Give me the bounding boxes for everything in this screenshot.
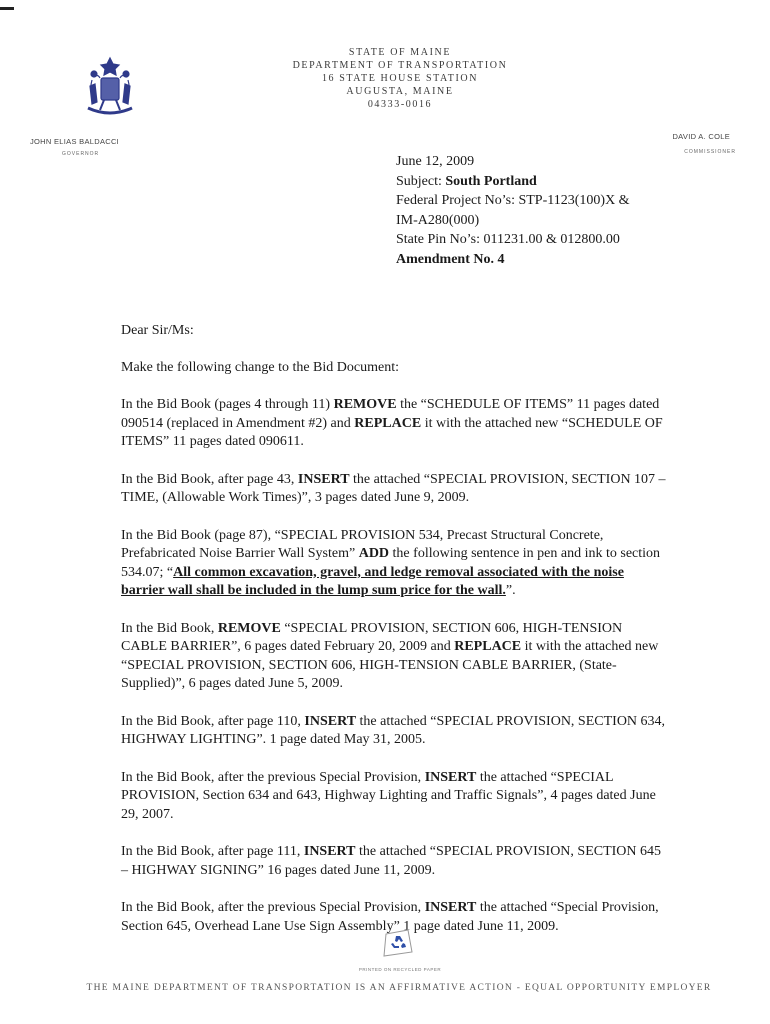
paragraph-section-645-signing: In the Bid Book, after page 111, INSERT the attached “SPECIAL PROVISION, SECTION 645 – HIGHWAY SIGNING” 16 pages dated June 11, 2009. (121, 844, 662, 878)
state-pin-line: State Pin No’s: 011231.00 & 012800.00 (396, 232, 620, 247)
letterhead-zip: 04333-0016 (367, 99, 433, 110)
recycle-icon (380, 926, 416, 962)
paragraph-section-534: In the Bid Book (page 87), “SPECIAL PROVISION 534, Precast Structural Concrete, Prefabricated Noise Barrier Wall System” ADD the following sentence in pen and ink to section 534.07; “All common excavation, gravel, and ledge removal associated with the noise barrier wall shall be included in the lump sum price for the wall.”. (121, 527, 661, 598)
letter-header (396, 152, 726, 269)
subject-label: Subject: (396, 173, 442, 189)
intro-paragraph: Make the following change to the Bid Document: (121, 359, 399, 375)
added-sentence: All common excavation, gravel, and ledge removal associated with the noise barrier wall shall be included in the lump sum price for the wall. (121, 564, 624, 598)
commissioner-title: COMMISSIONER (684, 149, 736, 155)
letter-body (121, 322, 669, 955)
letterhead-station: 16 STATE HOUSE STATION (321, 73, 479, 84)
paragraph-section-606: In the Bid Book, REMOVE “SPECIAL PROVISION, SECTION 606, HIGH-TENSION CABLE BARRIER”, 6 pages dated February 20, 2009 and REPLACE it with the attached new “SPECIAL PROVISION, SECTION 606, HIGH-TENSION CABLE BARRIER, (State-Supplied)”, 6 pages dated June 5, 2009. (121, 620, 659, 691)
letterhead-department: DEPARTMENT OF TRANSPORTATION (292, 60, 508, 71)
letterhead-city: AUGUSTA, MAINE (346, 86, 454, 97)
subject-line (396, 172, 726, 192)
recycled-paper-caption: PRINTED ON RECYCLED PAPER (358, 967, 442, 972)
footer-eeo-statement: THE MAINE DEPARTMENT OF TRANSPORTATION IS AN AFFIRMATIVE ACTION - EQUAL OPPORTUNITY EMPLOYER (86, 983, 712, 993)
scan-edge-mark (0, 7, 14, 10)
federal-project-line-2: IM-A280(000) (396, 212, 480, 228)
salutation: Dear Sir/Ms: (121, 323, 194, 338)
letter-date: June 12, 2009 (396, 154, 475, 169)
governor-name: JOHN ELIAS BALDACCI (30, 137, 120, 146)
state-seal-icon (84, 56, 136, 118)
commissioner-block (672, 132, 736, 155)
paragraph-schedule-of-items: In the Bid Book (pages 4 through 11) REMOVE the “SCHEDULE OF ITEMS” 11 pages dated 090514 (replaced in Amendment #2) and REPLACE it with the attached new “SCHEDULE OF ITEMS” 11 pages dated 090611. (121, 397, 663, 449)
letterhead-state: STATE OF MAINE (348, 47, 452, 58)
paragraph-section-645-overhead: In the Bid Book, after the previous Special Provision, INSERT the attached “Special Provision, Section 645, Overhead Lane Use Sign Assembly” 1 page dated June 11, 2009. (121, 900, 659, 934)
amendment-number: Amendment No. 4 (396, 251, 505, 267)
federal-project-line-1: Federal Project No’s: STP-1123(100)X & (396, 193, 630, 208)
subject-value: South Portland (445, 173, 537, 189)
letterhead (230, 46, 570, 111)
governor-block (30, 137, 120, 157)
paragraph-section-634: In the Bid Book, after page 110, INSERT the attached “SPECIAL PROVISION, SECTION 634, HIGHWAY LIGHTING”. 1 page dated May 31, 2005. (121, 713, 666, 747)
paragraph-section-634-643: In the Bid Book, after the previous Special Provision, INSERT the attached “SPECIAL PROVISION, Section 634 and 643, Highway Lighting and Traffic Signals”, 4 pages dated June 29, 2007. (121, 769, 656, 822)
paragraph-section-107: In the Bid Book, after page 43, INSERT the attached “SPECIAL PROVISION, SECTION 107 – TIME, (Allowable Work Times)”, 3 pages dated June 9, 2009. (121, 471, 666, 505)
governor-title: GOVERNOR (62, 151, 100, 157)
commissioner-name: DAVID A. COLE (672, 132, 730, 141)
